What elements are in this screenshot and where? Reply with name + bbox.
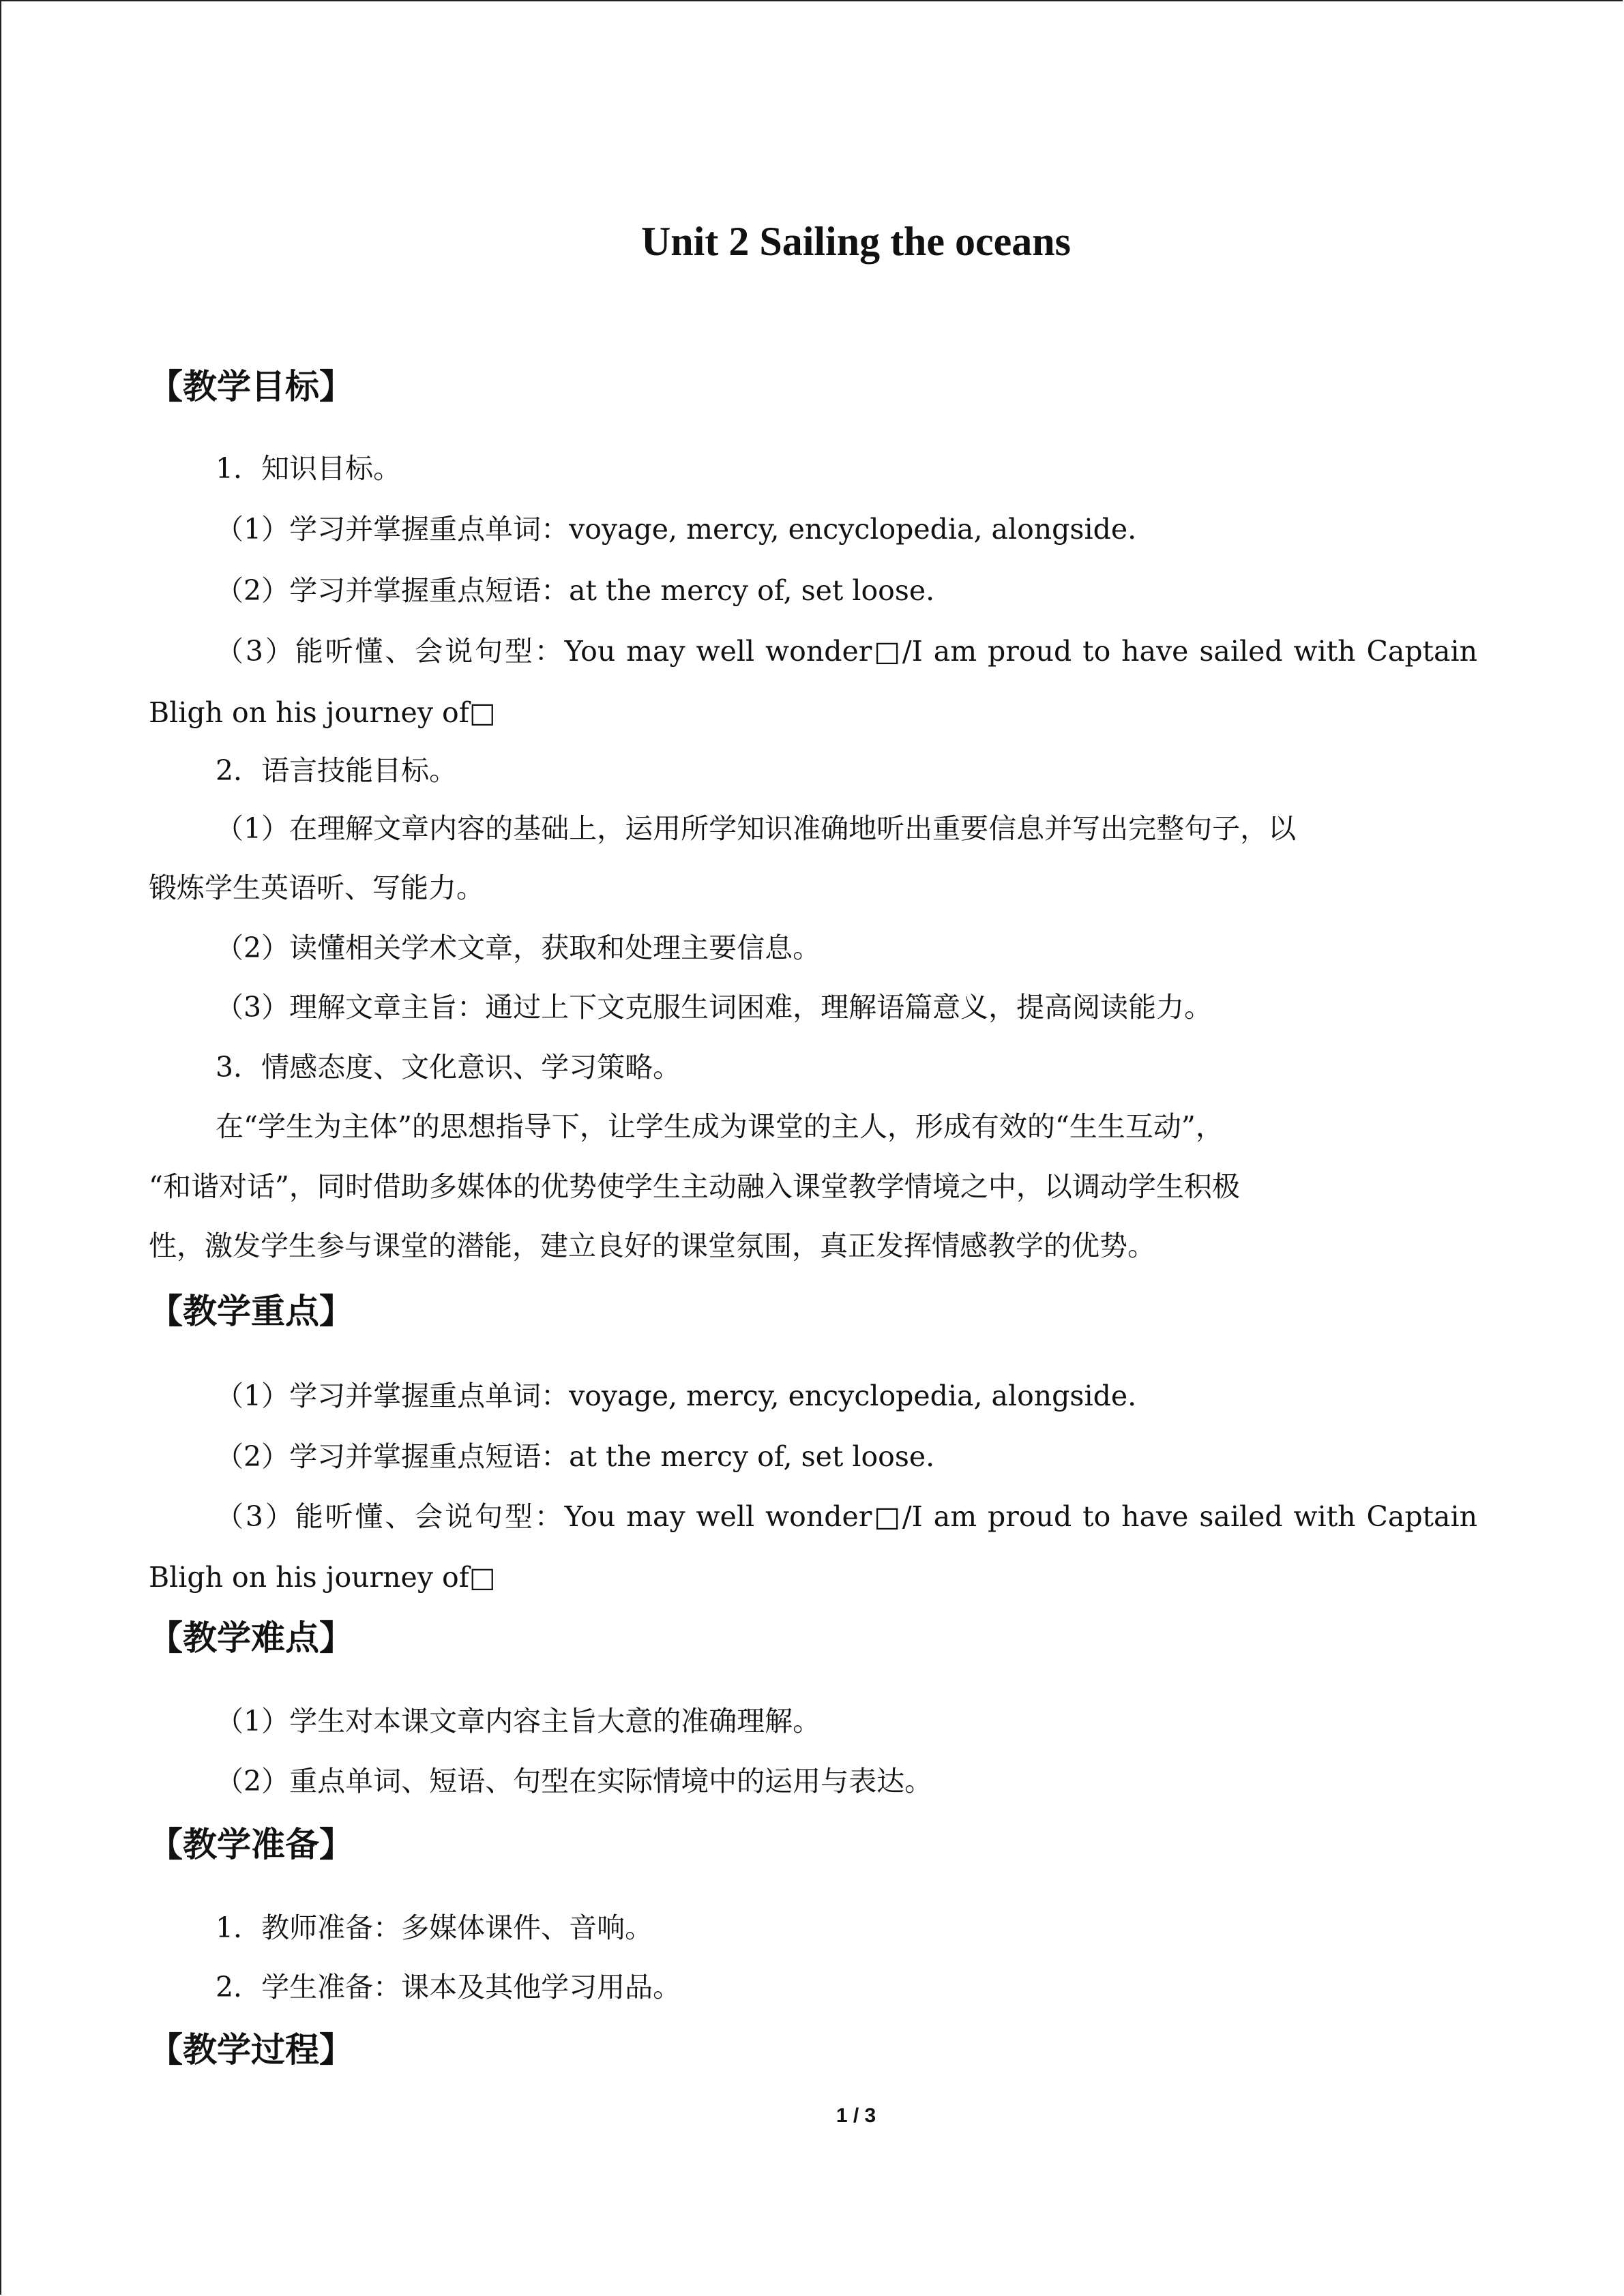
heading-preparation: 【教学准备】	[149, 1825, 353, 1864]
objective-skills-2: （2）读懂相关学术文章，获取和处理主要信息。	[216, 931, 821, 964]
objective-knowledge: 1．知识目标。	[216, 452, 402, 485]
objective-skills-1: （1）在理解文章内容的基础上，运用所学知识准确地听出重要信息并写出完整句子，以	[216, 812, 1297, 845]
preparation-student: 2．学生准备：课本及其他学习用品。	[216, 1971, 681, 2003]
heading-key-points: 【教学重点】	[149, 1292, 353, 1331]
difficulty-1: （1）学生对本课文章内容主旨大意的准确理解。	[216, 1705, 821, 1738]
objective-skills: 2．语言技能目标。	[216, 754, 458, 787]
heading-teaching-objectives: 【教学目标】	[149, 367, 353, 406]
key-point-phrases: （2）学习并掌握重点短语：at the mercy of, set loose.	[216, 1440, 935, 1473]
objective-attitude-text: 在“学生为主体”的思想指导下，让学生成为课堂的主人，形成有效的“生生互动”，	[216, 1110, 1224, 1143]
document-title: Unit 2 Sailing the oceans	[640, 219, 1072, 264]
objective-skills-3: （3）理解文章主旨：通过上下文克服生词困难，理解语篇意义，提高阅读能力。	[216, 991, 1213, 1024]
heading-process: 【教学过程】	[149, 2030, 353, 2070]
objective-attitude-text-3: 性，激发学生参与课堂的潜能，建立良好的课堂氛围，真正发挥情感教学的优势。	[149, 1229, 1155, 1262]
page-number: 1 / 3	[836, 2104, 876, 2127]
key-point-sentences-cont: Bligh on his journey of□	[149, 1561, 496, 1594]
objective-phrases: （2）学习并掌握重点短语：at the mercy of, set loose.	[216, 574, 935, 607]
key-point-words: （1）学习并掌握重点单词：voyage, mercy, encyclopedia, alongside.	[216, 1380, 1137, 1412]
difficulty-2: （2）重点单词、短语、句型在实际情境中的运用与表达。	[216, 1765, 933, 1798]
objective-words: （1）学习并掌握重点单词：voyage, mercy, encyclopedia, alongside.	[216, 513, 1137, 546]
objective-attitude-text-2: “和谐对话”，同时借助多媒体的优势使学生主动融入课堂教学情境之中，以调动学生积极	[149, 1170, 1240, 1203]
objective-attitude: 3．情感态度、文化意识、学习策略。	[216, 1051, 681, 1084]
heading-difficulties: 【教学难点】	[149, 1618, 353, 1658]
preparation-teacher: 1．教师准备：多媒体课件、音响。	[216, 1911, 653, 1944]
objective-skills-1-cont: 锻炼学生英语听、写能力。	[149, 871, 484, 904]
objective-sentences: （3）能听懂、会说句型：You may well wonder□/I am proud to have sailed with Captain	[216, 635, 1477, 668]
key-point-sentences: （3）能听懂、会说句型：You may well wonder□/I am proud to have sailed with Captain	[216, 1500, 1477, 1533]
objective-sentences-cont: Bligh on his journey of□	[149, 696, 496, 729]
